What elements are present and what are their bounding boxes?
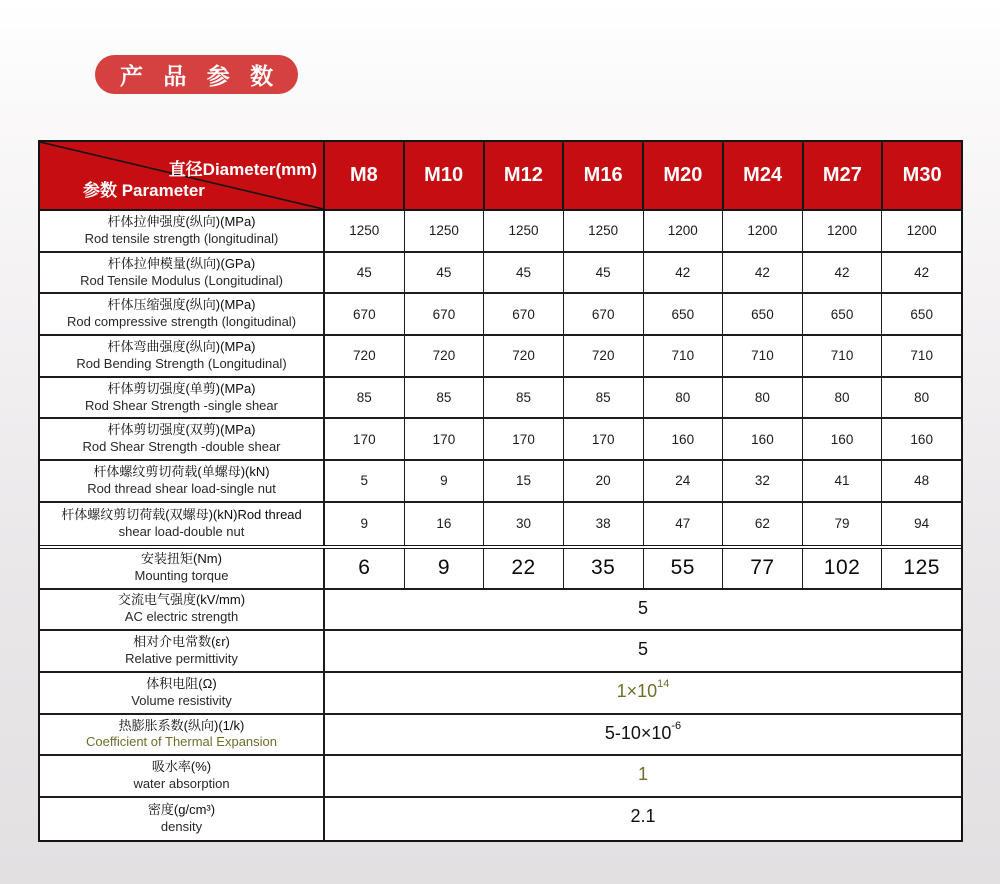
value-cell: 720 — [325, 336, 405, 376]
table-header-row — [40, 142, 961, 211]
row-label — [40, 294, 325, 334]
value-cell: 710 — [644, 336, 724, 376]
row-label — [40, 419, 325, 459]
table-row — [40, 336, 961, 378]
value-cell: 77 — [723, 549, 803, 588]
value-cell: 9 — [405, 549, 485, 588]
row-label-en: Coefficient of Thermal Expansion — [85, 734, 277, 750]
value-cell: 720 — [484, 336, 564, 376]
value-cell: 170 — [564, 419, 644, 459]
value-cell: 41 — [803, 461, 883, 501]
value-cell: 48 — [914, 473, 930, 489]
value-cell: 42 — [803, 253, 883, 293]
row-label-zh: 杆体螺纹剪切荷载(单螺母)(kN) — [93, 464, 270, 480]
value-cell: 650 — [803, 294, 883, 334]
column-header: M20 — [644, 142, 724, 209]
value-cell: 62 — [723, 503, 803, 545]
row-label-en: Rod Shear Strength -single shear — [85, 397, 278, 413]
table-row — [40, 756, 961, 798]
value-cell: 45 — [325, 253, 405, 293]
table-row — [40, 715, 961, 757]
row-label-zh: 杆体剪切强度(单剪)(MPa) — [107, 380, 256, 396]
column-header: M16 — [564, 142, 644, 209]
row-label — [40, 715, 325, 755]
value-cell: 650 — [723, 294, 803, 334]
value-cell: 160 — [803, 419, 883, 459]
table-body — [40, 211, 961, 840]
table-row — [40, 503, 961, 545]
value-cell: 670 — [484, 294, 564, 334]
table-row — [40, 294, 961, 336]
row-label — [40, 461, 325, 501]
value-cell: 670 — [405, 294, 485, 334]
row-label-zh: 杆体拉伸强度(纵向)(MPa) — [107, 213, 256, 229]
row-label-zh: 密度(g/cm³) — [147, 801, 216, 817]
row-label-en: water absorption — [133, 776, 230, 792]
merged-value-text: 1 — [637, 764, 648, 785]
table-row — [40, 253, 961, 295]
corner-header-cell — [40, 142, 325, 209]
row-label-zh: 安装扭矩(Nm) — [141, 551, 222, 567]
value-cell: 170 — [484, 419, 564, 459]
table-row — [40, 545, 961, 590]
row-label-zh: 杆体拉伸模量(纵向)(GPa) — [107, 255, 256, 271]
value-cell: 1250 — [564, 211, 644, 251]
row-label-zh: 吸水率(%) — [151, 759, 212, 775]
value-cell: 710 — [910, 348, 933, 364]
value-cell: 16 — [405, 503, 485, 545]
table-row — [40, 798, 961, 840]
value-cell: 79 — [803, 503, 883, 545]
value-cell: 80 — [914, 390, 930, 406]
value-cell: 1250 — [325, 211, 405, 251]
value-cell: 80 — [803, 378, 883, 418]
table-row — [40, 461, 961, 503]
value-cell: 1250 — [405, 211, 485, 251]
value-cell: 710 — [803, 336, 883, 376]
value-cell: 170 — [325, 419, 405, 459]
value-cell: 9 — [325, 503, 405, 545]
value-cell: 30 — [484, 503, 564, 545]
value-cell: 94 — [914, 516, 930, 532]
value-cell: 45 — [564, 253, 644, 293]
table-row — [40, 673, 961, 715]
row-label-en: shear load-double nut — [118, 523, 245, 539]
value-cell: 160 — [910, 431, 933, 447]
value-cell: 35 — [564, 549, 644, 588]
value-cell: 45 — [405, 253, 485, 293]
parameters-table — [38, 140, 963, 842]
value-cell: 80 — [723, 378, 803, 418]
row-label-zh: 杆体压缩强度(纵向)(MPa) — [107, 297, 256, 313]
column-header: M24 — [724, 142, 804, 209]
row-label — [40, 253, 325, 293]
value-cell: 160 — [644, 419, 724, 459]
row-label-en: Relative permittivity — [125, 651, 238, 667]
row-label-en: Mounting torque — [134, 568, 229, 583]
value-cell: 1200 — [803, 211, 883, 251]
row-label-zh: 热膨胀系数(纵向)(1/k) — [118, 717, 245, 733]
value-cell: 45 — [484, 253, 564, 293]
row-label — [40, 631, 325, 671]
row-label — [40, 503, 325, 545]
value-cell: 9 — [405, 461, 485, 501]
value-cell: 55 — [644, 549, 724, 588]
merged-value-superscript: -6 — [671, 719, 682, 732]
value-cell: 670 — [325, 294, 405, 334]
row-label-en: Rod thread shear load-single nut — [87, 480, 276, 496]
column-header: M12 — [485, 142, 565, 209]
badge-label: 产 品 参 数 — [120, 63, 281, 89]
value-cell: 22 — [484, 549, 564, 588]
value-cell: 85 — [405, 378, 485, 418]
value-cell: 42 — [914, 265, 930, 281]
merged-value-text: 1×10 — [616, 680, 658, 701]
row-label-en: Volume resistivity — [131, 692, 232, 708]
row-label-zh: 杆体螺纹剪切荷载(双螺母)(kN)Rod thread — [61, 506, 302, 522]
value-cell: 102 — [803, 549, 883, 588]
value-cell: 125 — [903, 556, 940, 579]
column-header: M10 — [405, 142, 485, 209]
row-label — [40, 336, 325, 376]
value-cell: 720 — [564, 336, 644, 376]
column-headers — [325, 142, 961, 209]
value-cell: 85 — [564, 378, 644, 418]
value-cell: 85 — [325, 378, 405, 418]
column-header: M8 — [325, 142, 405, 209]
row-label-en: density — [160, 818, 203, 834]
row-label-zh: 体积电阻(Ω) — [146, 675, 217, 691]
value-cell: 650 — [644, 294, 724, 334]
merged-value-cell — [325, 590, 961, 630]
value-cell: 1250 — [484, 211, 564, 251]
merged-value-cell — [325, 756, 961, 796]
row-label — [40, 673, 325, 713]
row-label-en: AC electric strength — [124, 609, 239, 625]
value-cell: 42 — [644, 253, 724, 293]
value-cell: 38 — [564, 503, 644, 545]
value-cell: 85 — [484, 378, 564, 418]
table-row — [40, 631, 961, 673]
column-header: M30 — [902, 164, 942, 186]
merged-value-superscript: 14 — [657, 677, 670, 690]
value-cell: 160 — [723, 419, 803, 459]
product-parameters-badge — [95, 55, 298, 94]
corner-parameter-label: 参数 Parameter — [83, 181, 205, 200]
value-cell: 1200 — [644, 211, 724, 251]
value-cell: 170 — [405, 419, 485, 459]
value-cell: 24 — [644, 461, 724, 501]
row-label-zh: 交流电气强度(kV/mm) — [117, 592, 246, 608]
row-label-zh: 杆体剪切强度(双剪)(MPa) — [107, 422, 256, 438]
value-cell: 720 — [405, 336, 485, 376]
table-row — [40, 211, 961, 253]
value-cell: 1200 — [906, 223, 937, 239]
merged-value-text: 5-10×10 — [604, 722, 672, 743]
value-cell: 15 — [484, 461, 564, 501]
row-label-en: Rod Bending Strength (Longitudinal) — [76, 355, 287, 371]
row-label — [40, 756, 325, 796]
merged-value-cell — [325, 631, 961, 671]
row-label-en: Rod compressive strength (longitudinal) — [66, 314, 297, 330]
merged-value-text: 2.1 — [630, 805, 656, 826]
row-label-en: Rod Shear Strength -double shear — [82, 439, 281, 455]
value-cell: 650 — [910, 306, 933, 322]
value-cell: 670 — [564, 294, 644, 334]
table-row — [40, 378, 961, 420]
value-cell: 42 — [723, 253, 803, 293]
value-cell: 80 — [644, 378, 724, 418]
value-cell: 5 — [325, 461, 405, 501]
column-header: M27 — [804, 142, 884, 209]
value-cell: 6 — [325, 549, 405, 588]
row-label-en: Rod Tensile Modulus (Longitudinal) — [80, 272, 283, 288]
merged-value-text: 5 — [637, 597, 648, 618]
row-label-zh: 杆体弯曲强度(纵向)(MPa) — [107, 339, 256, 355]
row-label — [40, 378, 325, 418]
value-cell: 47 — [644, 503, 724, 545]
row-label-en: Rod tensile strength (longitudinal) — [84, 230, 279, 246]
row-label-zh: 相对介电常数(εr) — [133, 634, 230, 650]
value-cell: 1200 — [723, 211, 803, 251]
row-label — [40, 798, 325, 840]
merged-value-text: 5 — [637, 639, 648, 660]
table-row — [40, 590, 961, 632]
merged-value-cell — [325, 798, 961, 840]
corner-diameter-label: 直径Diameter(mm) — [168, 160, 317, 179]
table-row — [40, 419, 961, 461]
merged-value-cell — [325, 715, 961, 755]
merged-value-cell — [325, 673, 961, 713]
value-cell: 32 — [723, 461, 803, 501]
value-cell: 20 — [564, 461, 644, 501]
value-cell: 710 — [723, 336, 803, 376]
row-label — [40, 590, 325, 630]
row-label — [40, 549, 325, 588]
row-label — [40, 211, 325, 251]
